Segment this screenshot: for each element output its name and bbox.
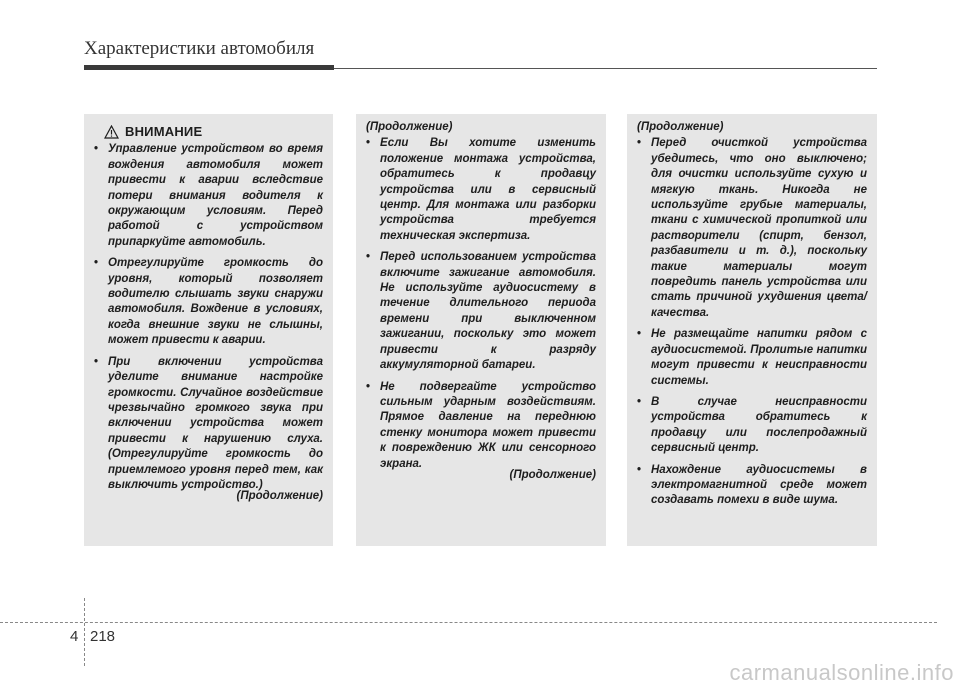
continued-label: (Продолжение) xyxy=(236,490,323,503)
section-number: 4 xyxy=(70,628,79,645)
warning-panel xyxy=(84,114,333,546)
continued-label: (Продолжение) xyxy=(509,468,596,481)
list-item: • Отрегулируйте громкость до уровня, который позволяет водителю слышать звуки снаружи автомобиля. Вождение в условиях, когда внешние звуки не слышны, может привести к аварии. xyxy=(108,256,323,348)
continued-label: (Продолжение) xyxy=(366,121,453,133)
warning-title: ВНИМАНИЕ xyxy=(125,124,203,139)
warning-list xyxy=(380,136,596,472)
warning-triangle-icon xyxy=(104,125,119,139)
header-rule-thick xyxy=(84,65,334,70)
footer-dashed-rule xyxy=(0,622,937,623)
list-item: • В случае неисправности устройства обратитесь к продавцу или послепродажный сервисный центр. xyxy=(651,395,867,457)
page-number: 218 xyxy=(90,628,116,645)
warning-heading xyxy=(104,124,323,139)
list-item: • При включении устройства уделите внимание настройке громкости. Случайное воздействие чрезвычайно громкого звука при включении устройства может привести к нарушению слуха. (Отрегулируйте громкость до приемлемого уровня перед тем, как выключить устройство.) xyxy=(108,355,323,494)
page-header-title: Характеристики автомобиля xyxy=(84,38,315,59)
warning-list xyxy=(108,142,323,493)
continued-panel-3 xyxy=(627,114,877,546)
warning-list xyxy=(651,136,867,508)
list-item: • Перед использованием устройства включите зажигание автомобиля. Не используйте аудиосистему в течение длительного периода времени при выключенном зажигании, поскольку это может привести к разряду аккумуляторной батареи. xyxy=(380,250,596,373)
continued-panel-2 xyxy=(356,114,606,546)
list-item: • Перед очисткой устройства убедитесь, что оно выключено; для очистки используйте сухую и мягкую ткань. Никогда не используйте грубые материалы, ткани с химической пропиткой или растворители (спирт, бензол, разбавители и т. д.), поскольку такие материалы могут повредить панель устройства или стать причиной ухудшения цвета/качества. xyxy=(651,136,867,321)
list-item: • Управление устройством во время вождения автомобиля может привести к аварии вследствие потери внимания водителя к окружающим условиям. Перед работой с устройством припаркуйте автомобиль. xyxy=(108,142,323,250)
list-item: • Если Вы хотите изменить положение монтажа устройства, обратитесь к продавцу устройства или в сервисный центр. Для монтажа или разборки устройства требуется техническая экспертиза. xyxy=(380,136,596,244)
list-item: • Нахождение аудиосистемы в электромагнитной среде может создавать помехи в виде шума. xyxy=(651,463,867,509)
continued-label: (Продолжение) xyxy=(637,121,724,133)
watermark: carmanualsonline.info xyxy=(729,660,954,685)
list-item: • Не размещайте напитки рядом с аудиосистемой. Пролитые напитки могут привести к неисправности системы. xyxy=(651,327,867,389)
footer-dashed-divider xyxy=(84,598,85,666)
list-item: • Не подвергайте устройство сильным ударным воздействиям. Прямое давление на переднюю стенку монитора может привести к повреждению ЖК или сенсорного экрана. xyxy=(380,380,596,472)
header-rule-thin xyxy=(334,68,877,69)
